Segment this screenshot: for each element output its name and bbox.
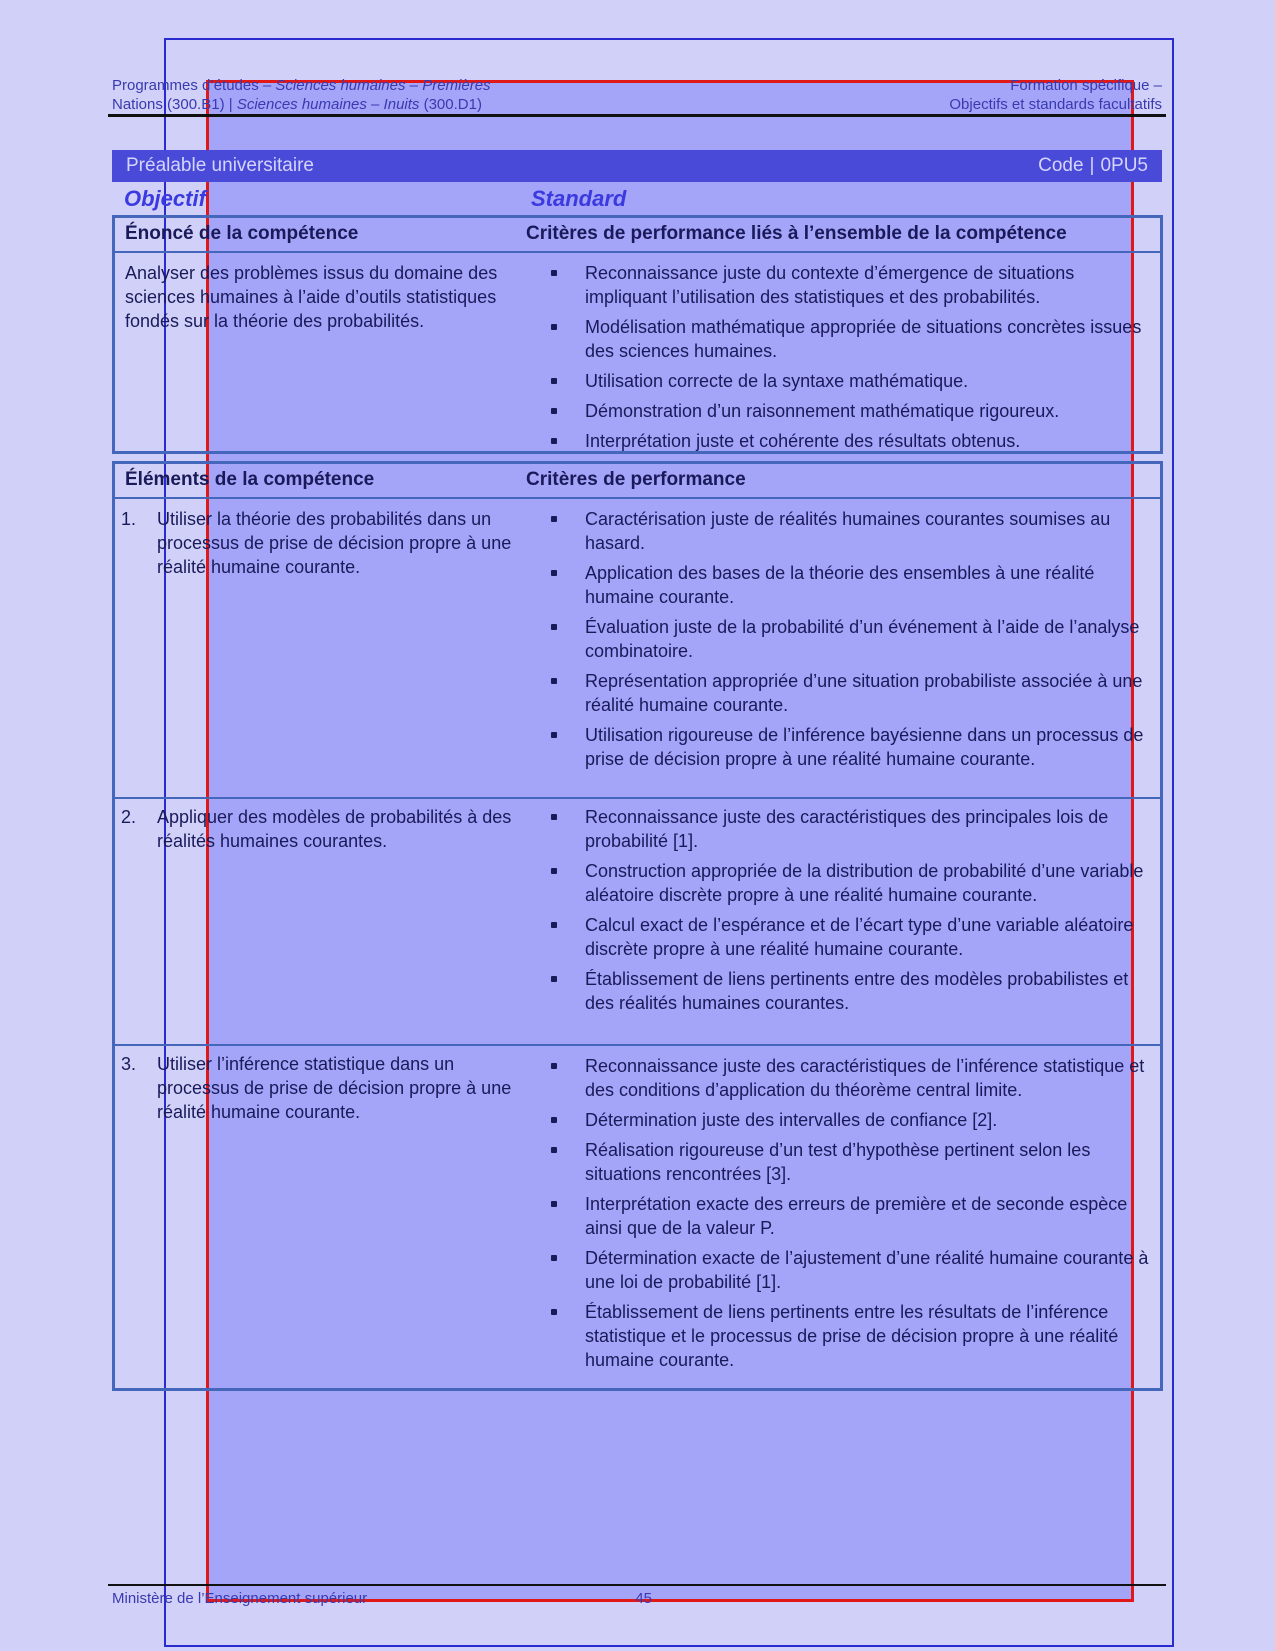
competence-table-header — [115, 218, 1160, 253]
element-text: Utiliser la théorie des probabilités dans un processus de prise de décision propre à une réalité humaine courante. — [157, 509, 512, 577]
competence-header-left: Énoncé de la compétence — [125, 223, 359, 244]
criterion-item: Détermination exacte de l’ajustement d’une réalité humaine courante à une loi de probabilité [1]. — [550, 1246, 1155, 1294]
code-value: 0PU5 — [1100, 155, 1148, 176]
element-text: Appliquer des modèles de probabilités à des réalités humaines courantes. — [157, 807, 512, 851]
header-divider — [108, 114, 1166, 117]
element-number: 2. — [121, 807, 137, 827]
element-criteria-list — [550, 805, 1155, 1021]
running-header — [112, 76, 1162, 114]
code-separator: | — [1089, 155, 1095, 176]
element-block-3 — [115, 1046, 1160, 1395]
competence-header-right: Critères de performance liés à l’ensemble de la compétence — [526, 223, 1067, 244]
criterion-item: Réalisation rigoureuse d’un test d’hypothèse pertinent selon les situations rencontrées [3]. — [550, 1138, 1155, 1186]
header-line-2: Nations (300.B1) | Sciences humaines – Inuits (300.D1) — [112, 96, 482, 113]
competence-body — [115, 253, 1160, 450]
competence-criteria-list — [550, 261, 1155, 459]
criterion-item: Détermination juste des intervalles de confiance [2]. — [550, 1108, 1155, 1132]
element-text: Utiliser l’inférence statistique dans un processus de prise de décision propre à une réalité humaine courante. — [157, 1054, 512, 1122]
criterion-item: Modélisation mathématique appropriée de situations concrètes issues des sciences humaines. — [550, 315, 1155, 363]
page-footer — [112, 1590, 652, 1607]
element-number: 1. — [121, 509, 137, 529]
elements-table-header — [115, 464, 1160, 499]
criterion-item: Établissement de liens pertinents entre les résultats de l’inférence statistique et le processus de prise de décision propre à une réalité humaine courante. — [550, 1300, 1155, 1372]
page-number: 45 — [635, 1590, 652, 1607]
element-criteria-list — [550, 1054, 1155, 1378]
criterion-item: Construction appropriée de la distribution de probabilité d’une variable aléatoire discrète propre à une réalité humaine courante. — [550, 859, 1155, 907]
criterion-item: Reconnaissance juste des caractéristiques de l’inférence statistique et des conditions d’application du théorème central limite. — [550, 1054, 1155, 1102]
criterion-item: Représentation appropriée d’une situation probabiliste associée à une réalité humaine courante. — [550, 669, 1155, 717]
element-block-1 — [115, 499, 1160, 799]
criterion-item: Utilisation rigoureuse de l’inférence bayésienne dans un processus de prise de décision propre à une réalité humaine courante. — [550, 723, 1155, 771]
footer-ministry: Ministère de l’Enseignement supérieur — [112, 1590, 368, 1607]
element-block-2 — [115, 799, 1160, 1046]
criterion-item: Établissement de liens pertinents entre des modèles probabilistes et des réalités humaines courantes. — [550, 967, 1155, 1015]
criterion-item: Reconnaissance juste des caractéristiques des principales lois de probabilité [1]. — [550, 805, 1155, 853]
criterion-item: Interprétation exacte des erreurs de première et de seconde espèce ainsi que de la valeur P. — [550, 1192, 1155, 1240]
header-subsection: Objectifs et standards facultatifs — [949, 96, 1162, 113]
element-criteria-list — [550, 507, 1155, 777]
elements-header-right: Critères de performance — [526, 469, 746, 490]
criterion-item: Évaluation juste de la probabilité d’un événement à l’aide de l’analyse combinatoire. — [550, 615, 1155, 663]
criterion-item: Démonstration d’un raisonnement mathématique rigoureux. — [550, 399, 1155, 423]
element-number: 3. — [121, 1054, 137, 1074]
footer-divider — [108, 1584, 1166, 1586]
competence-statement: Analyser des problèmes issus du domaine des sciences humaines à l’aide d’outils statistiques fondés sur la théorie des probabilités. — [125, 263, 498, 331]
header-line-1: Programmes d’études – Sciences humaines – Premières — [112, 77, 491, 94]
objectif-label: Objectif — [124, 186, 206, 211]
code-label: Code — [1038, 155, 1084, 176]
course-code — [1038, 155, 1148, 177]
criterion-item: Utilisation correcte de la syntaxe mathématique. — [550, 369, 1155, 393]
header-section: Formation spécifique – — [1010, 77, 1162, 94]
elements-table — [112, 461, 1163, 1391]
elements-header-left: Éléments de la compétence — [125, 469, 375, 490]
criterion-item: Interprétation juste et cohérente des résultats obtenus. — [550, 429, 1155, 453]
criterion-item: Reconnaissance juste du contexte d’émergence de situations impliquant l’utilisation des statistiques et des probabilités. — [550, 261, 1155, 309]
ribbon-title: Préalable universitaire — [126, 155, 314, 176]
title-ribbon — [112, 150, 1162, 182]
criterion-item: Application des bases de la théorie des ensembles à une réalité humaine courante. — [550, 561, 1155, 609]
criterion-item: Caractérisation juste de réalités humaines courantes soumises au hasard. — [550, 507, 1155, 555]
criterion-item: Calcul exact de l’espérance et de l’écart type d’une variable aléatoire discrète propre à une réalité humaine courante. — [550, 913, 1155, 961]
standard-label: Standard — [531, 186, 627, 211]
section-labels — [124, 186, 1164, 212]
competence-table — [112, 215, 1163, 454]
